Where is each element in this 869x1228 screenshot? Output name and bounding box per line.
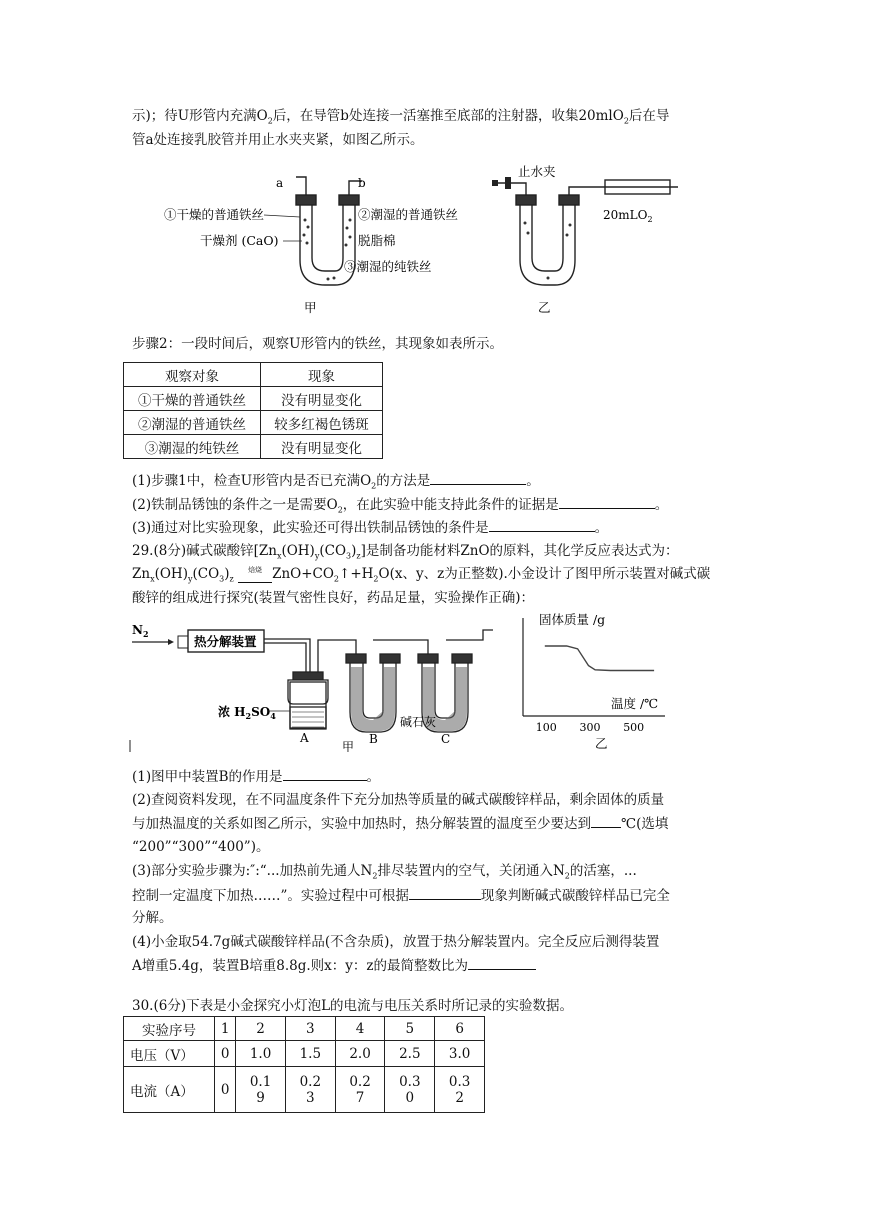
q28-part1: (1)步骤1中，检查U形管内是否已充满$O_2$的方法是 。 bbox=[132, 470, 540, 497]
q29-part2-line2: 与加热温度的关系如图乙所示，实验中加热时，热分解装置的温度至少要达到 ℃(选填 bbox=[132, 813, 668, 834]
u-tube-figure bbox=[150, 165, 690, 320]
obs-row2-result: 较多红褐色锈斑 bbox=[261, 411, 383, 435]
fig1-desiccant: 干燥剂 (CaO) bbox=[200, 233, 279, 248]
cell-voltage: 3.0 bbox=[435, 1041, 485, 1067]
chart-ylabel: 固体质量 /g bbox=[539, 612, 606, 627]
cell-header-index: 实验序号 bbox=[124, 1017, 215, 1041]
q29-part3-line1: (3)部分实验步骤为:″:“...加热前先通人$N_2$排尽装置内的空气，关闭通入$N_2$的活塞，... bbox=[132, 863, 637, 881]
fig1-label-a: a bbox=[276, 176, 284, 190]
cell-index: 2 bbox=[236, 1017, 286, 1041]
fig1-item1: ①干燥的普通铁丝 bbox=[164, 207, 265, 222]
q29-part3-line3: 分解。 bbox=[132, 910, 173, 926]
fig1-syringe-label: 20mLO$_2$ bbox=[603, 208, 653, 224]
cell-voltage: 1.5 bbox=[285, 1041, 335, 1067]
cell-current: 0.3 2 bbox=[435, 1067, 485, 1113]
cell-index: 4 bbox=[335, 1017, 385, 1041]
obs-row3-object: ③潮湿的纯铁丝 bbox=[124, 435, 261, 459]
n2-label: $N_2$ bbox=[132, 623, 149, 639]
fig1-caption-right: 乙 bbox=[538, 300, 551, 315]
cell-voltage: 0 bbox=[215, 1041, 236, 1067]
fig1-caption-left: 甲 bbox=[304, 300, 317, 315]
intro-line-2: 管a处连接乳胶管并用止水夹夹紧，如图乙所示。 bbox=[132, 132, 424, 148]
cell-current: 0.2 7 bbox=[335, 1067, 385, 1113]
fig1-cotton: 脱脂棉 bbox=[358, 233, 396, 248]
label-c: C bbox=[441, 732, 451, 746]
q30-intro: 30.(6分)下表是小金探究小灯泡L的电流与电压关系时所记录的实验数据。 bbox=[132, 998, 574, 1014]
chart-xlabel: 温度 /℃ bbox=[611, 696, 659, 711]
mass-temperature-chart bbox=[515, 604, 675, 754]
step2-text: 步骤2：一段时间后，观察U形管内的铁丝，其现象如表所示。 bbox=[132, 336, 503, 352]
q29-part3-line2: 控制一定温度下加热……”。实验过程中可根据 现象判断碱式碳酸锌样品已完全 bbox=[132, 885, 670, 906]
fig1-clamp: 止水夹 bbox=[518, 165, 556, 179]
q29-part4-line1: (4)小金取54.7g碱式碳酸锌样品(不含杂质)，放置于热分解装置内。完全反应后测得装置 bbox=[132, 934, 660, 950]
fig2-caption-left: 甲 bbox=[342, 740, 355, 752]
fig1-item2: ②潮湿的普通铁丝 bbox=[358, 207, 459, 222]
cell-index: 1 bbox=[215, 1017, 236, 1041]
q29-part1: (1)图甲中装置B的作用是 。 bbox=[132, 766, 380, 787]
fig1-item3: ③潮湿的纯铁丝 bbox=[344, 259, 432, 274]
cell-current: 0 bbox=[215, 1067, 236, 1113]
cell-index: 5 bbox=[385, 1017, 435, 1041]
label-b: B bbox=[369, 732, 378, 746]
q28-part3: (3)通过对比实验现象，此实验还可得出铁制品锈蚀的条件是 。 bbox=[132, 517, 608, 538]
obs-row1-result: 没有明显变化 bbox=[261, 387, 383, 411]
observation-table bbox=[123, 362, 383, 459]
q29-line-1: 29.(8分)碱式碳酸锌$[Zn_x(OH)_y(CO_3)_z]$是制备功能材料ZnO的原料，其化学反应表达式为： bbox=[132, 543, 679, 561]
fig2-caption-right: 乙 bbox=[595, 736, 608, 751]
cell-current: 0.2 3 bbox=[285, 1067, 335, 1113]
obs-header-object: 观察对象 bbox=[124, 363, 261, 387]
obs-header-result: 现象 bbox=[261, 363, 383, 387]
q29-line-2: $Zn_x(OH)_y(CO_3)_z$ 焙烧 $ZnO+CO_2↑+H_2O(x$、y、z为正整数).小金设计了图甲所示装置对碱式碳 bbox=[132, 564, 710, 590]
q29-line-3: 酸锌的组成进行探究(装置气密性良好，药品足量，实验操作正确)： bbox=[132, 590, 535, 606]
label-a: A bbox=[300, 731, 309, 745]
q29-part2-line1: (2)查阅资料发现，在不同温度条件下充分加热等质量的碱式碳酸锌样品，剩余固体的质量 bbox=[132, 792, 665, 808]
heater-label: 热分解装置 bbox=[194, 634, 257, 649]
cell-voltage: 2.0 bbox=[335, 1041, 385, 1067]
cell-current: 0.1 9 bbox=[236, 1067, 286, 1113]
x-tick-300: 300 bbox=[579, 721, 601, 734]
q29-part4-line2: A增重5.4g，装置B培重8.8g.则x：y：z的最简整数比为 bbox=[132, 955, 536, 976]
obs-row3-result: 没有明显变化 bbox=[261, 435, 383, 459]
lime-label: 碱石灰 bbox=[400, 715, 437, 729]
obs-row2-object: ②潮湿的普通铁丝 bbox=[124, 411, 261, 435]
acid-label: 浓 $H_2SO_4$ bbox=[218, 705, 276, 721]
intro-line-1: 示)；待U形管内充满$O_2$后，在导管b处连接一活塞推至底部的注射器，收集20mlO$_2$后在导 bbox=[132, 108, 670, 126]
reaction-condition: 焙烧 bbox=[238, 560, 272, 583]
apparatus-figure bbox=[128, 612, 508, 752]
cell-header-current: 电流（A） bbox=[124, 1067, 215, 1113]
iv-data-table bbox=[123, 1016, 485, 1113]
u-tube-right bbox=[498, 180, 678, 285]
fig1-label-b: b bbox=[358, 176, 366, 190]
cell-current: 0.3 0 bbox=[385, 1067, 435, 1113]
x-tick-100: 100 bbox=[535, 721, 557, 734]
cell-index: 3 bbox=[285, 1017, 335, 1041]
obs-row1-object: ①干燥的普通铁丝 bbox=[124, 387, 261, 411]
cell-voltage: 1.0 bbox=[236, 1041, 286, 1067]
cell-voltage: 2.5 bbox=[385, 1041, 435, 1067]
q29-part2-line3: “200”“300”“400”)。 bbox=[132, 839, 270, 855]
cell-header-voltage: 电压（V） bbox=[124, 1041, 215, 1067]
mass-curve bbox=[545, 646, 654, 671]
q28-part2: (2)铁制品锈蚀的条件之一是需要$O_2$，在此实验中能支持此条件的证据是 。 bbox=[132, 494, 668, 521]
cell-index: 6 bbox=[435, 1017, 485, 1041]
x-tick-500: 500 bbox=[623, 721, 645, 734]
